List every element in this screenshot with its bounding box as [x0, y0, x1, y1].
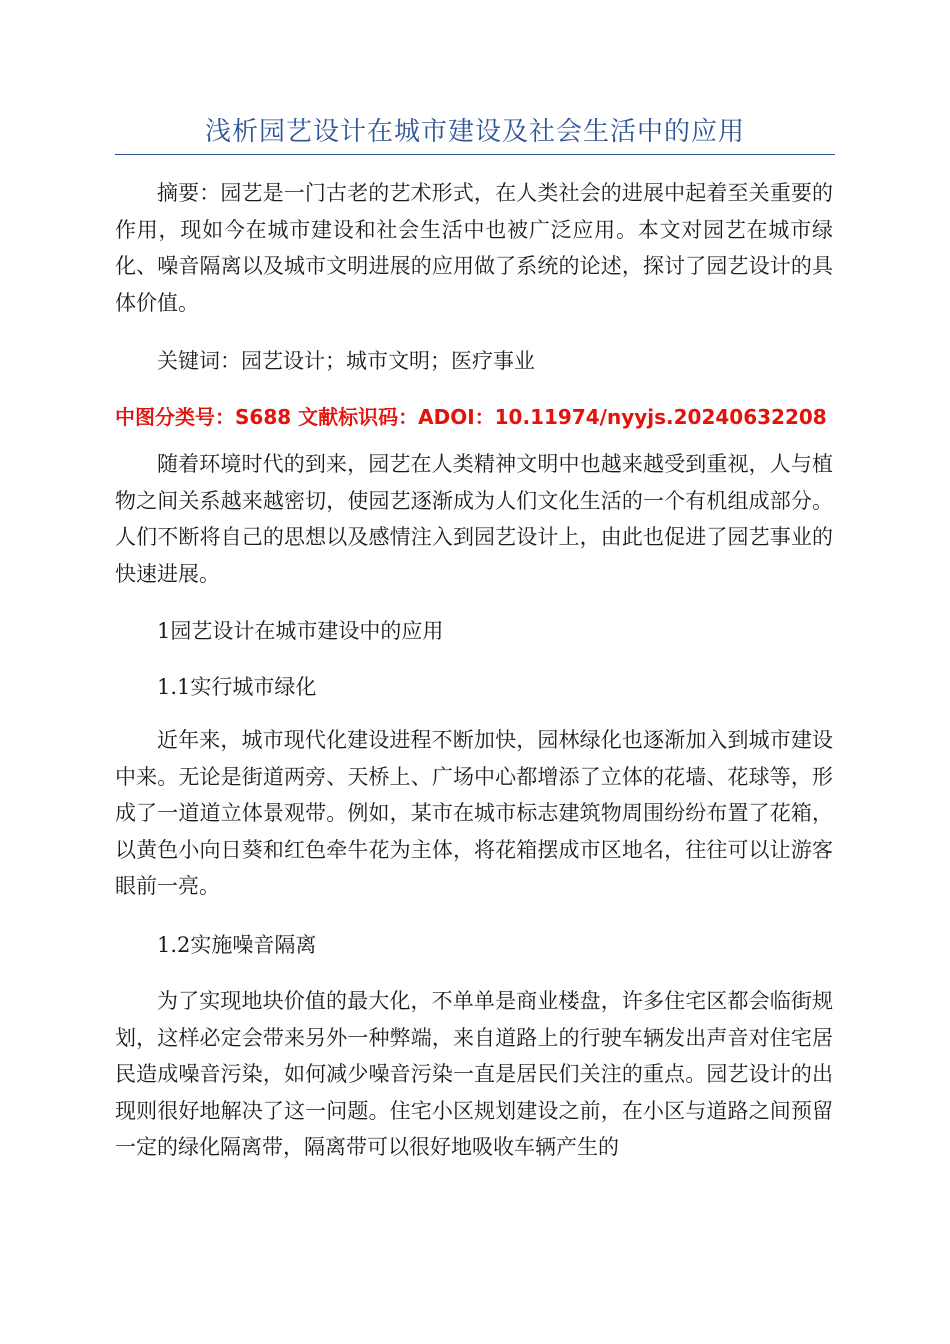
- classification-line: 中图分类号：S688 文献标识码：ADOI：10.11974/nyyjs.20240632208: [115, 405, 827, 429]
- document-title: 浅析园艺设计在城市建设及社会生活中的应用: [204, 117, 745, 147]
- title-underline: [115, 154, 835, 155]
- section-1-2-body: 为了实现地块价值的最大化，不单单是商业楼盘，许多住宅区都会临街规划，这样必定会带来另外一种弊端，来自道路上的行驶车辆发出声音对住宅居民造成噪音污染，如何减少噪音污染一直是居民们关注的重点。园艺设计的出现则很好地解决了这一问题。住宅小区规划建设之前，在小区与道路之间预留一定的绿化隔离带，隔离带可以很好地吸收车辆产生的: [115, 989, 833, 1160]
- intro-paragraph: 随着环境时代的到来，园艺在人类精神文明中也越来越受到重视，人与植物之间关系越来越密切，使园艺逐渐成为人们文化生活的一个有机组成部分。人们不断将自己的思想以及感情注入到园艺设计上，由此也促进了园艺事业的快速进展。: [115, 452, 833, 586]
- section-1-1-heading: 1.1实行城市绿化: [157, 675, 317, 699]
- abstract-paragraph: 摘要：园艺是一门古老的艺术形式，在人类社会的进展中起着至关重要的作用，现如今在城市建设和社会生活中也被广泛应用。本文对园艺在城市绿化、噪音隔离以及城市文明进展的应用做了系统的论述，探讨了园艺设计的具体价值。: [115, 181, 833, 315]
- section-1-1-body: 近年来，城市现代化建设进程不断加快，园林绿化也逐渐加入到城市建设中来。无论是街道两旁、天桥上、广场中心都增添了立体的花墙、花球等，形成了一道道立体景观带。例如，某市在城市标志建筑物周围纷纷布置了花箱，以黄色小向日葵和红色牵牛花为主体，将花箱摆成市区地名，往往可以让游客眼前一亮。: [115, 728, 833, 899]
- keywords-line: 关键词：园艺设计；城市文明；医疗事业: [157, 349, 535, 373]
- section-1-heading: 1园艺设计在城市建设中的应用: [157, 619, 444, 643]
- section-1-2-heading: 1.2实施噪音隔离: [157, 933, 317, 957]
